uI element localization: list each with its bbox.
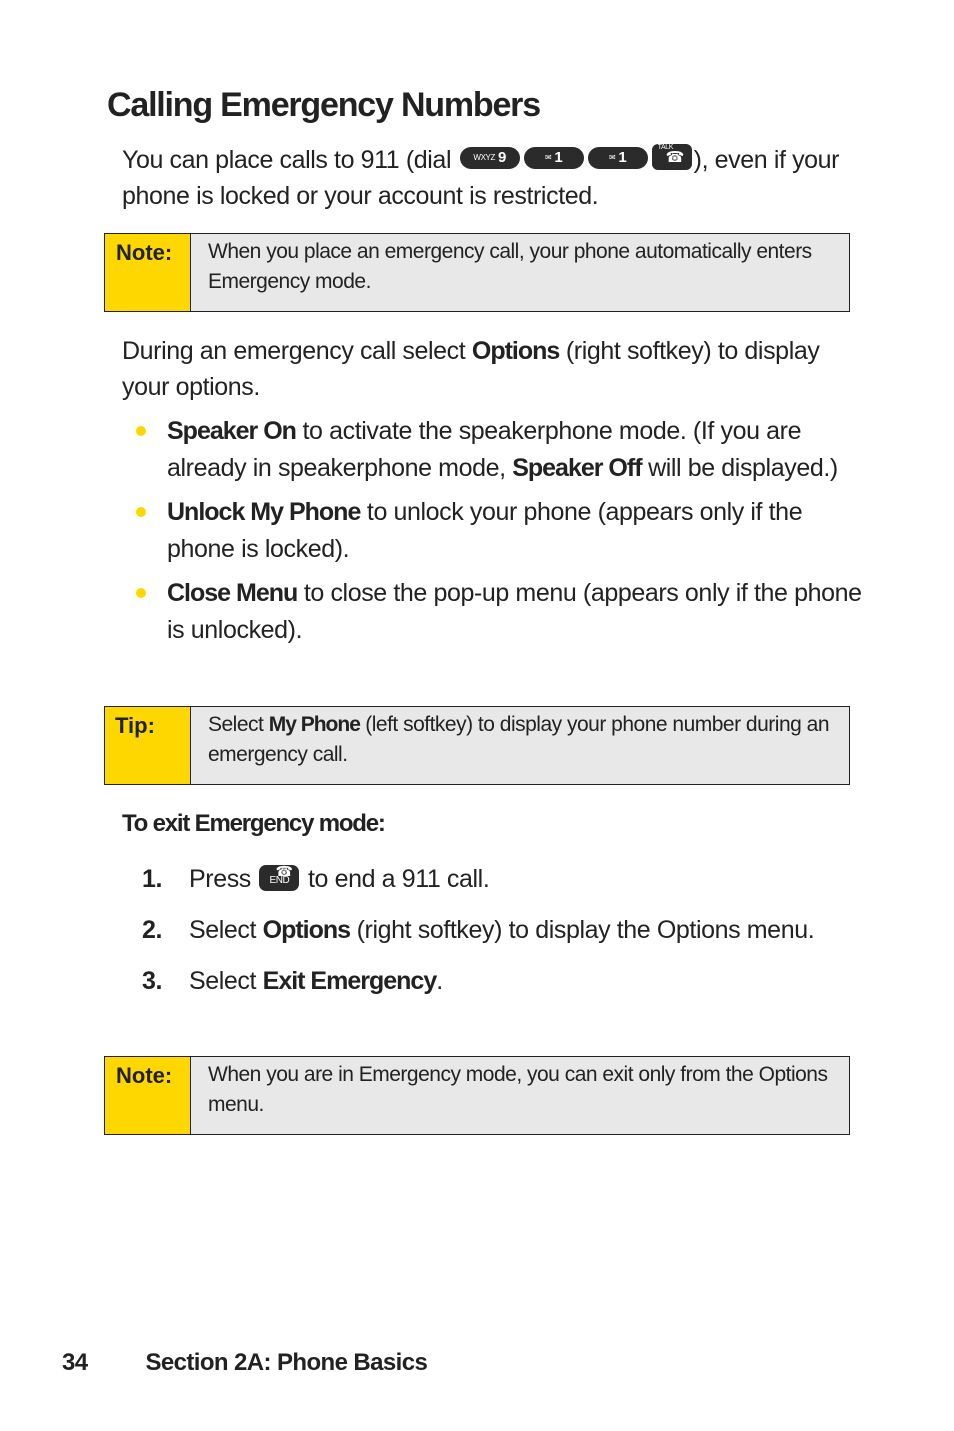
options-list (132, 413, 862, 656)
list-item: Unlock My Phone to unlock your phone (appears only if the phone is locked). (132, 494, 862, 567)
page-title: Calling Emergency Numbers (107, 86, 540, 124)
step-item: 1. Press ☎ END to end a 911 call. (142, 863, 490, 893)
page-footer (62, 1349, 427, 1377)
tip-box (104, 706, 850, 785)
bullet-icon (136, 588, 146, 598)
key-1-icon: ✉ 1 (588, 147, 648, 169)
page-number: 34 (62, 1349, 88, 1376)
note-label: Note: (105, 234, 191, 311)
list-item: Close Menu to close the pop-up menu (appears only if the phone is unlocked). (132, 575, 862, 648)
envelope-icon: ✉ (545, 153, 552, 163)
note-box-exit (104, 1056, 850, 1135)
intro-paragraph (122, 142, 842, 214)
list-item: Speaker On to activate the speakerphone mode. (If you are already in speakerphone mode, Speaker Off will be displayed.) (132, 413, 862, 486)
phone-handset-icon: ☎ (275, 863, 293, 880)
step-item: 3. Select Exit Emergency. (142, 967, 443, 995)
note-text: When you are in Emergency mode, you can exit only from the Options menu. (208, 1063, 828, 1116)
key-1-icon: ✉ 1 (524, 147, 584, 169)
envelope-icon: ✉ (609, 153, 616, 163)
options-paragraph: During an emergency call select Options (right softkey) to display your options. (122, 337, 820, 401)
talk-key-icon: TALK ☎ (652, 144, 692, 170)
end-key-icon: ☎ END (259, 865, 299, 891)
phone-handset-icon: ☎ (665, 149, 684, 167)
key-9-icon: WXYZ 9 (460, 147, 520, 169)
options-term: Options (471, 337, 560, 365)
note-text: When you place an emergency call, your phone automatically enters Emergency mode. (208, 240, 812, 293)
note-box-emergency-mode (104, 233, 850, 312)
exit-heading: To exit Emergency mode: (122, 810, 385, 837)
tip-label: Tip: (105, 707, 191, 784)
intro-text-before: You can place calls to 911 (dial (122, 146, 452, 174)
bullet-icon (136, 507, 146, 517)
step-item: 2. Select Options (right softkey) to display the Options menu. (142, 916, 815, 944)
intro-text-after: ), even if your phone is locked or your account is restricted. (122, 146, 840, 210)
tip-text: Select My Phone (left softkey) to display your phone number during an emergency call. (208, 713, 829, 766)
exit-steps (142, 861, 822, 1014)
bullet-icon (136, 426, 146, 436)
note-label: Note: (105, 1057, 191, 1134)
section-title: Section 2A: Phone Basics (145, 1349, 428, 1376)
